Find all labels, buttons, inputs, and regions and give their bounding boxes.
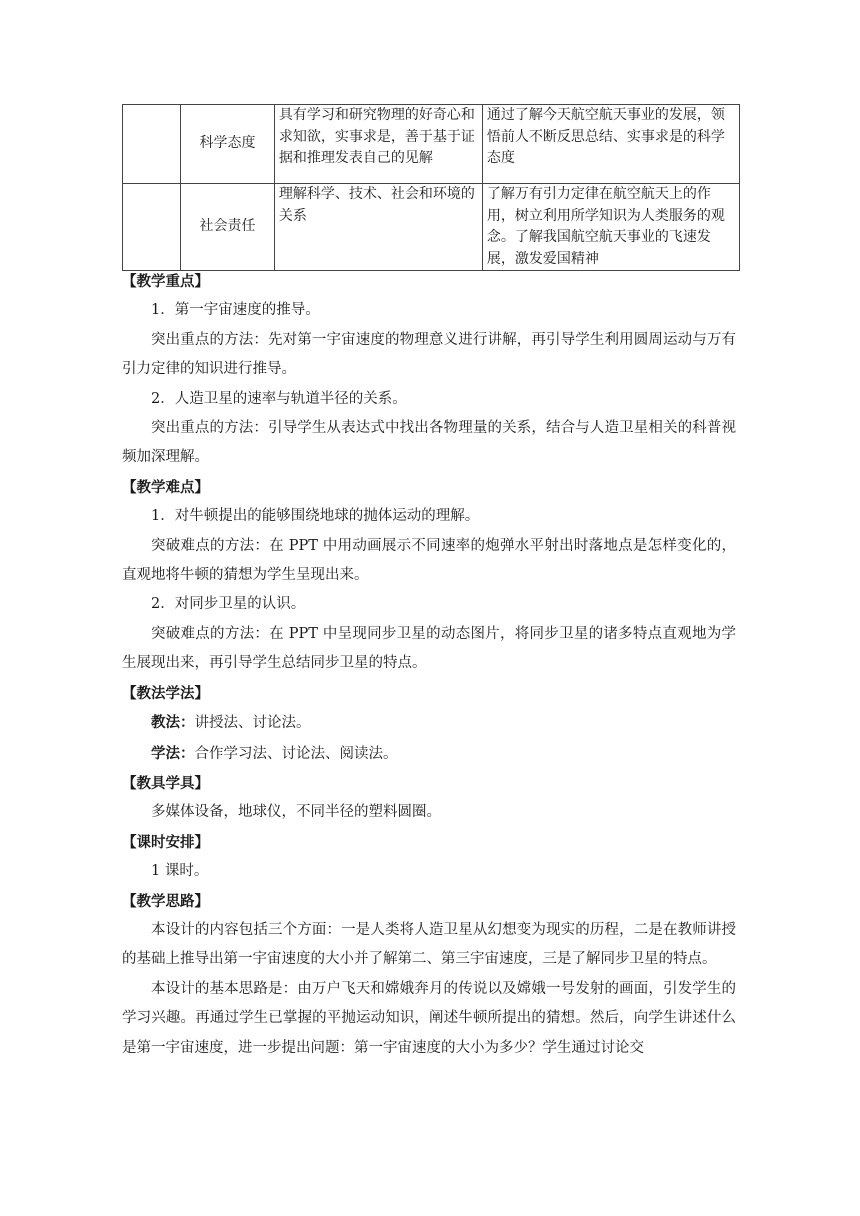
table-cell-category: 科学态度 xyxy=(181,105,275,184)
approach-paragraph: 本设计的内容包括三个方面：一是人类将人造卫星从幻想变为现实的历程，二是在教师讲授的基础上推导出第一宇宙速度的大小并了解第二、第三宇宙速度，三是了解同步卫星的特点。 xyxy=(122,921,736,968)
table-cell-goal: 通过了解今天航空航天事业的发展，领悟前人不断反思总结、实事求是的科学态度 xyxy=(482,105,739,184)
difficulty-item: 1．对牛顿提出的能够围绕地球的抛体运动的理解。 xyxy=(151,508,480,525)
table-cell-empty xyxy=(123,105,181,184)
key-point-method: 突出重点的方法：先对第一宇宙速度的物理意义进行讲解，再引导学生利用圆周运动与万有引力定律的知识进行推导。 xyxy=(122,331,736,378)
section-heading-approach: 【教学思路】 xyxy=(122,892,209,910)
key-point-method: 突出重点的方法：引导学生从表达式中找出各物理量的关系，结合与人造卫星相关的科普视频加深理解。 xyxy=(122,420,736,466)
tools-text: 多媒体设备，地球仪，不同半径的塑料圆圈。 xyxy=(151,804,441,821)
section-heading-methods: 【教法学法】 xyxy=(122,684,209,702)
learning-method-label: 学法： xyxy=(151,744,195,762)
table-row xyxy=(123,105,740,184)
section-heading-difficulties: 【教学难点】 xyxy=(122,478,209,496)
table-cell-requirement: 理解科学、技术、社会和环境的关系 xyxy=(274,184,482,271)
learning-method-text: 合作学习法、讨论法、阅读法。 xyxy=(194,745,398,762)
learning-method-line xyxy=(122,739,736,769)
approach-paragraph: 本设计的基本思路是：由万户飞天和嫦娥奔月的传说以及嫦娥一号发射的画面，引发学生的学习兴趣。再通过学生已掌握的平抛运动知识，阐述牛顿所提出的猜想。然后，向学生讲述什么是第一宇宙速度，进一步提出问题：第一宇宙速度的大小为多少？学生通过讨论交 xyxy=(122,980,736,1056)
key-point-item: 2．人造卫星的速率与轨道半径的关系。 xyxy=(151,390,407,407)
difficulty-method: 突破难点的方法：在 PPT 中呈现同步卫星的动态图片，将同步卫星的诸多特点直观地为学生展现出来，再引导学生总结同步卫星的特点。 xyxy=(122,625,736,672)
teaching-method-line xyxy=(122,708,736,738)
table-cell-goal: 了解万有引力定律在航空航天上的作用，树立利用所学知识为人类服务的观念。了解我国航空航天事业的飞速发展，激发爱国精神 xyxy=(482,184,739,271)
section-heading-tools: 【教具学具】 xyxy=(122,774,209,792)
objectives-table xyxy=(122,104,740,271)
teaching-method-label: 教法： xyxy=(151,714,195,732)
table-row xyxy=(123,184,740,271)
teaching-method-text: 讲授法、讨论法。 xyxy=(194,715,311,732)
section-heading-key-points: 【教学重点】 xyxy=(122,273,209,290)
difficulty-method: 突破难点的方法：在 PPT 中用动画展示不同速率的炮弹水平射出时落地点是怎样变化的，直观地将牛顿的猜想为学生呈现出来。 xyxy=(122,537,736,584)
table-cell-category: 社会责任 xyxy=(181,184,275,271)
table-cell-requirement: 具有学习和研究物理的好奇心和求知欲，实事求是，善于基于证据和推理发表自己的见解 xyxy=(274,105,482,184)
schedule-text: 1 课时。 xyxy=(151,863,209,880)
difficulty-item: 2．对同步卫星的认识。 xyxy=(151,596,306,613)
document-body xyxy=(122,267,736,1063)
table-cell-empty xyxy=(123,184,181,271)
key-point-item: 1．第一宇宙速度的推导。 xyxy=(151,302,320,319)
section-heading-schedule: 【课时安排】 xyxy=(122,833,209,851)
